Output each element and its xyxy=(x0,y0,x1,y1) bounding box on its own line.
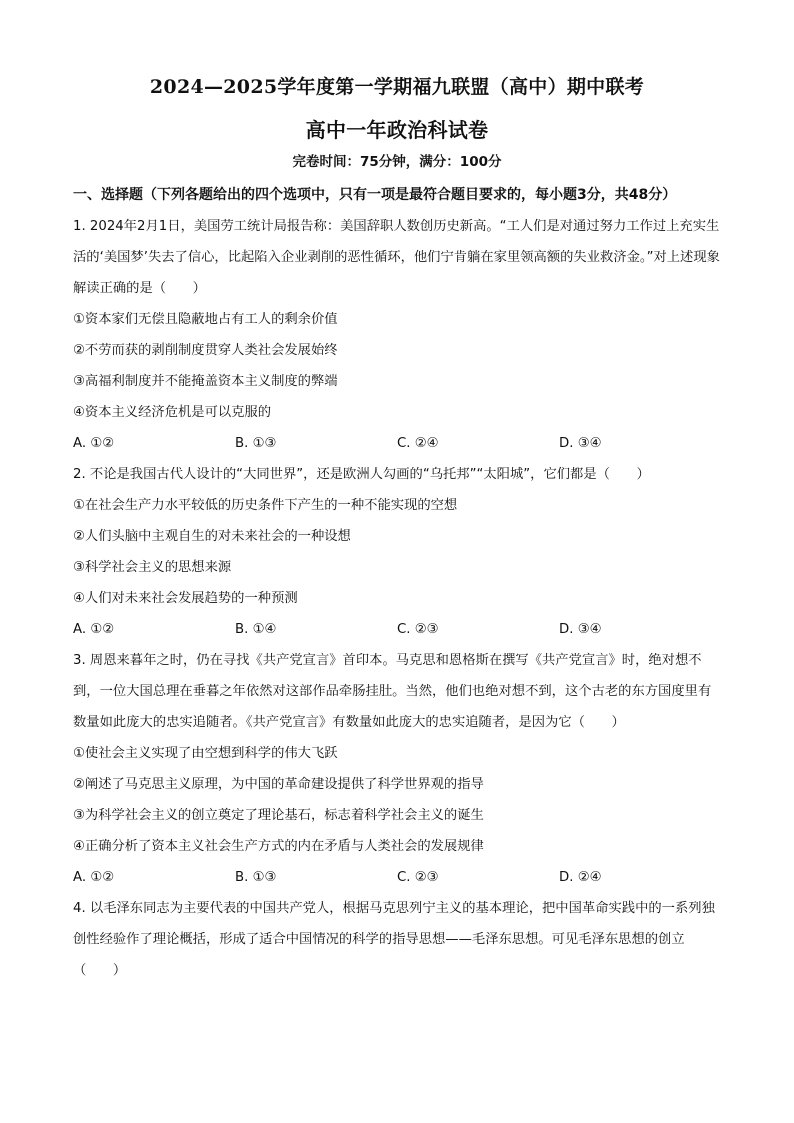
choice-a: A. ①② xyxy=(73,436,115,451)
statement-option: ①资本家们无偿且隐蔽地占有工人的剩余价值 xyxy=(73,312,338,327)
question-stem: 2. 不论是我国古代人设计的“大同世界”，还是欧洲人勾画的“乌托邦”“太阳城”，它们都是（ ） xyxy=(73,467,650,482)
question-stem: 3. 周恩来暮年之时，仍在寻找《共产党宣言》首印本。马克思和恩格斯在撰写《共产党宣言》时，绝对想不到，一位大国总理在垂暮之年依然对这部作品牵肠挂肚。当然，他们也绝对想不到，这个古老的东方国度里有数量如此庞大的忠实追随者。《共产党宣言》有数量如此庞大的忠实追随者，是因为它（ ） xyxy=(73,653,712,730)
statement-option: ④正确分析了资本主义社会生产方式的内在矛盾与人类社会的发展规律 xyxy=(73,839,484,854)
answer-choices xyxy=(73,428,723,459)
choice-b: B. ①③ xyxy=(235,870,277,885)
statement-option: ③科学社会主义的思想来源 xyxy=(73,560,232,575)
answer-choices xyxy=(73,862,723,893)
statement-option: ①在社会生产力水平较低的历史条件下产生的一种不能实现的空想 xyxy=(73,498,458,513)
question-3 xyxy=(73,645,723,893)
question-1 xyxy=(73,211,723,459)
question-4 xyxy=(73,893,723,986)
exam-title: 2024—2025学年度第一学期福九联盟（高中）期中联考 xyxy=(149,76,645,98)
question-2 xyxy=(73,459,723,645)
choice-d: D. ③④ xyxy=(559,622,602,637)
exam-subject: 高中一年政治科试卷 xyxy=(305,118,489,142)
choice-a: A. ①② xyxy=(73,622,115,637)
choice-b: B. ①③ xyxy=(235,436,277,451)
statement-option: ③高福利制度并不能掩盖资本主义制度的弊端 xyxy=(73,374,338,389)
choice-a: A. ①② xyxy=(73,870,115,885)
choice-c: C. ②③ xyxy=(397,622,439,637)
statement-option: ④资本主义经济危机是可以克服的 xyxy=(73,405,272,420)
statement-option: ①使社会主义实现了由空想到科学的伟大飞跃 xyxy=(73,746,338,761)
question-stem: 4. 以毛泽东同志为主要代表的中国共产党人，根据马克思列宁主义的基本理论，把中国革命实践中的一系列独创性经验作了理论概括，形成了适合中国情况的科学的指导思想——毛泽东思想。可见毛泽东思想的创立（ ） xyxy=(73,901,715,978)
answer-choices xyxy=(73,614,723,645)
exam-meta: 完卷时间：75分钟，满分：100分 xyxy=(292,154,502,170)
choice-c: C. ②③ xyxy=(397,870,439,885)
statement-option: ②阐述了马克思主义原理，为中国的革命建设提供了科学世界观的指导 xyxy=(73,777,484,792)
question-stem: 1. 2024年2月1日，美国劳工统计局报告称：美国辞职人数创历史新高。“工人们是对通过努力工作过上充实生活的‘美国梦’失去了信心，比起陷入企业剥削的恶性循环，他们宁肯躺在家里领高额的失业救济金。”对上述现象解读正确的是（ ） xyxy=(73,219,720,296)
choice-d: D. ③④ xyxy=(559,436,602,451)
choice-d: D. ②④ xyxy=(559,870,602,885)
statement-option: ②人们头脑中主观自生的对未来社会的一种设想 xyxy=(73,529,351,544)
exam-content xyxy=(73,180,723,986)
section-heading: 一、选择题（下列各题给出的四个选项中，只有一项是最符合题目要求的，每小题3分，共48分） xyxy=(73,187,677,203)
choice-b: B. ①④ xyxy=(235,622,277,637)
statement-option: ③为科学社会主义的创立奠定了理论基石，标志着科学社会主义的诞生 xyxy=(73,808,484,823)
statement-option: ②不劳而获的剥削制度贯穿人类社会发展始终 xyxy=(73,343,338,358)
statement-option: ④人们对未来社会发展趋势的一种预测 xyxy=(73,591,298,606)
choice-c: C. ②④ xyxy=(397,436,439,451)
